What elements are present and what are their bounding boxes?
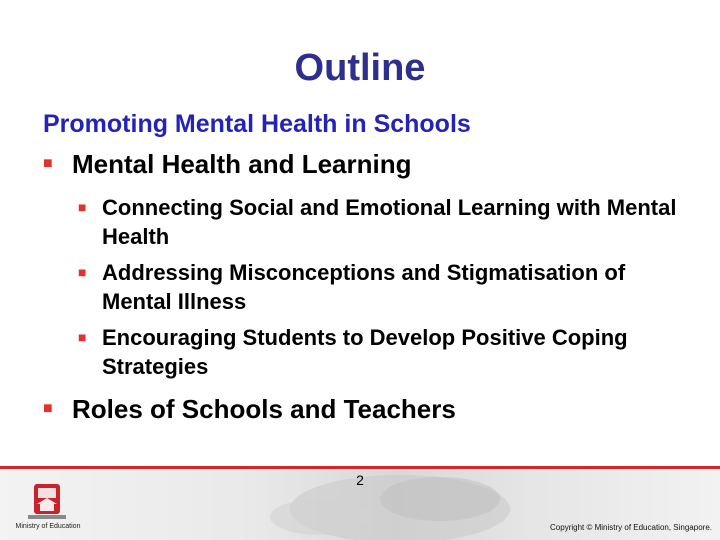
subbullet-text: Addressing Misconceptions and Stigmatisation of Mental Illness — [102, 260, 626, 314]
slide-footer — [0, 466, 720, 540]
slide-subtitle: Promoting Mental Health in Schools — [43, 110, 471, 138]
slide-title: Outline — [294, 47, 426, 89]
bullet-text: Roles of Schools and Teachers — [72, 394, 456, 424]
square-bullet-icon: ■ — [78, 199, 87, 215]
square-bullet-icon: ■ — [43, 155, 53, 172]
page-number: 2 — [356, 472, 364, 488]
square-bullet-icon: ■ — [78, 264, 87, 280]
copyright-text: Copyright © Ministry of Education, Singapore. — [550, 523, 712, 532]
subbullet-item-misconceptions — [78, 258, 698, 316]
moe-logo-label: Ministry of Education — [15, 523, 81, 530]
square-bullet-icon: ■ — [78, 329, 87, 345]
moe-crest-logo — [24, 482, 70, 522]
subbullet-item-coping — [78, 323, 698, 381]
subbullet-text: Encouraging Students to Develop Positive Coping Strategies — [102, 325, 628, 379]
bullet-text: Mental Health and Learning — [72, 149, 412, 179]
footer-texture — [230, 469, 530, 540]
subbullet-item-sel — [78, 193, 698, 251]
subbullet-text: Connecting Social and Emotional Learning with Mental Health — [102, 195, 677, 249]
square-bullet-icon: ■ — [43, 400, 53, 417]
